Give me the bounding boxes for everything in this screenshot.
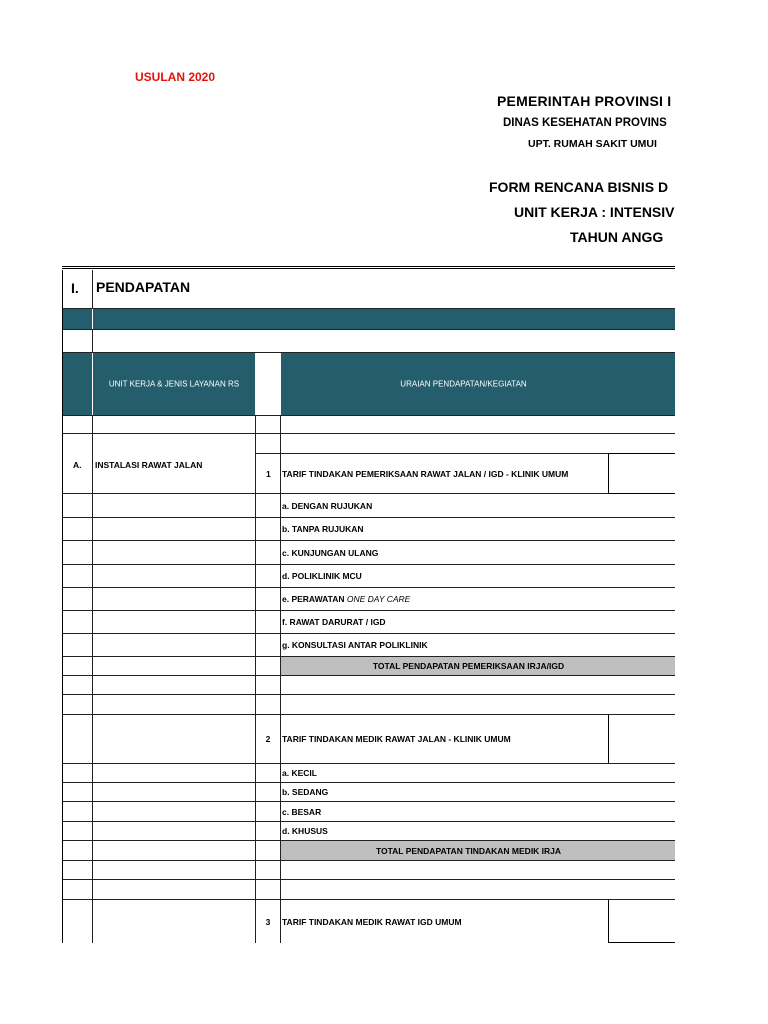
section-number: I. [71,280,79,296]
block1-value-box [608,453,675,494]
blank-row [63,330,675,353]
cell [281,841,675,860]
block2-item-row [63,783,675,802]
block1-item-f: f. RAWAT DARURAT / IGD [282,617,386,627]
block2-number: 2 [265,734,271,744]
header-unit-label: UNIT KERJA & JENIS LAYANAN RS [108,379,240,389]
block1-number: 1 [266,469,271,479]
teal-band-cell [63,309,93,329]
block3-title-row [63,900,675,943]
block2-total-row [63,841,675,861]
cell [256,715,281,763]
blank-row [63,676,675,695]
group-a-name-cell [93,434,256,493]
block1-item-e-italic: ONE DAY CARE [346,594,411,604]
cell [281,541,675,564]
cell [63,565,93,587]
header-col-uraian [281,353,675,415]
block1-item-e [282,594,410,604]
cell [256,634,281,656]
header-work-unit: UNIT KERJA : INTENSIV [514,204,675,220]
group-a-code: A. [73,460,82,470]
table-top-border-double [62,268,675,269]
block1-item-row [63,634,675,657]
cell [63,657,93,675]
cell [281,764,675,782]
cell [63,518,93,540]
block1-item-a: a. DENGAN RUJUKAN [282,500,373,511]
proposal-year-label: USULAN 2020 [135,70,216,84]
block1-title: TARIF TINDAKAN PEMERIKSAAN RAWAT JALAN / IGD - KLINIK UMUM [282,469,569,479]
block1-total-row [63,657,675,676]
revenue-table [62,270,675,943]
block2-total-label: TOTAL PENDAPATAN TINDAKAN MEDIK IRJA [375,845,562,856]
cell [93,676,256,694]
cell [93,802,256,821]
cell [93,518,256,540]
block1-item-row [63,588,675,611]
block2-item-b: b. SEDANG [282,787,329,797]
cell [93,541,256,564]
blank-cell [63,330,93,352]
block1-item-c: c. KUNJUNGAN ULANG [282,547,379,558]
cell [256,783,281,801]
cell [63,494,93,517]
cell [93,657,256,675]
block2-title-row [63,715,675,764]
cell [256,611,281,633]
cell [281,588,675,610]
cell [93,588,256,610]
group-a-code-cell [63,434,93,493]
cell [281,518,675,540]
teal-band-row [63,309,675,330]
header-uraian-label: URAIAN PENDAPATAN/KEGIATAN [400,379,527,389]
block2-title: TARIF TINDAKAN MEDIK RAWAT JALAN - KLINIK UMUM [282,734,511,744]
cell [256,541,281,564]
cell [63,764,93,782]
section-number-cell [63,270,93,308]
block1-item-b: b. TANPA RUJUKAN [282,524,364,534]
cell [256,676,281,694]
table-top-border [62,266,675,267]
block2-item-row [63,764,675,783]
block2-item-a: a. KECIL [282,768,317,778]
cell [63,841,93,860]
cell [93,841,256,860]
header-health-office: DINAS KESEHATAN PROVINS [503,117,667,129]
cell [281,822,675,840]
cell [281,565,675,587]
cell [63,676,93,694]
cell [63,900,93,943]
cell [256,565,281,587]
cell [63,541,93,564]
cell [281,900,675,943]
cell [281,634,675,656]
cell [256,900,281,943]
cell [93,695,256,714]
block1-item-row [63,541,675,565]
block3-title: TARIF TINDAKAN MEDIK RAWAT IGD UMUM [282,916,462,927]
cell [256,695,281,714]
cell [281,611,675,633]
cell [256,802,281,821]
blank-row [63,880,675,900]
cell [63,715,93,763]
cell [93,861,256,879]
cell [281,494,675,517]
cell [93,565,256,587]
cell [63,880,93,899]
cell [93,822,256,840]
block3-number: 3 [265,916,271,927]
block1-item-g: g. KONSULTASI ANTAR POLIKLINIK [282,640,428,650]
cell [93,416,256,433]
block1-total-label: TOTAL PENDAPATAN PEMERIKSAAN IRJA/IGD [372,661,565,671]
cell [256,880,281,899]
block2-value-box [608,715,675,763]
header-col-code [63,353,93,415]
group-a-name: INSTALASI RAWAT JALAN [95,460,203,470]
cell [93,611,256,633]
cell [256,861,281,879]
blank-row [63,861,675,880]
cell [93,900,256,943]
block3-value-box [608,900,675,943]
cell [63,611,93,633]
cell [256,494,281,517]
block2-item-d: d. KHUSUS [282,826,328,836]
cell [93,783,256,801]
block2-item-row [63,822,675,841]
cell [63,861,93,879]
cell [63,822,93,840]
cell [256,518,281,540]
header-hospital: UPT. RUMAH SAKIT UMUI [528,138,657,150]
cell [93,880,256,899]
block1-item-row [63,565,675,588]
block1-title-cell [281,434,675,493]
cell [256,588,281,610]
cell [281,657,675,675]
header-col-unit [93,353,256,415]
block1-item-d: d. POLIKLINIK MCU [282,571,362,581]
cell [256,764,281,782]
cell [256,822,281,840]
blank-row [63,695,675,715]
cell [63,588,93,610]
header-form-title: FORM RENCANA BISNIS D [489,179,669,195]
cell [63,634,93,656]
column-header-row [63,353,675,416]
section-title: PENDAPATAN [96,279,191,295]
block1-item-row [63,611,675,634]
section-title-cell [93,270,675,308]
block2-item-row [63,802,675,822]
cell [281,802,675,821]
group-a-row [63,434,675,494]
section-row [63,270,675,309]
block1-item-e-text: e. PERAWATAN [282,594,347,604]
cell [63,416,93,433]
block2-item-c: c. BESAR [282,806,322,817]
cell [281,715,675,763]
cell [63,783,93,801]
cell [63,695,93,714]
block1-item-row [63,494,675,518]
cell [256,416,281,433]
header-government: PEMERINTAH PROVINSI I [497,93,672,109]
cell [281,783,675,801]
cell [93,764,256,782]
header-fiscal-year: TAHUN ANGG [570,229,664,245]
cell [93,494,256,517]
cell [93,634,256,656]
block1-item-row [63,518,675,541]
blank-row [63,416,675,434]
cell [93,715,256,763]
block1-num-cell [256,434,281,493]
cell [63,802,93,821]
